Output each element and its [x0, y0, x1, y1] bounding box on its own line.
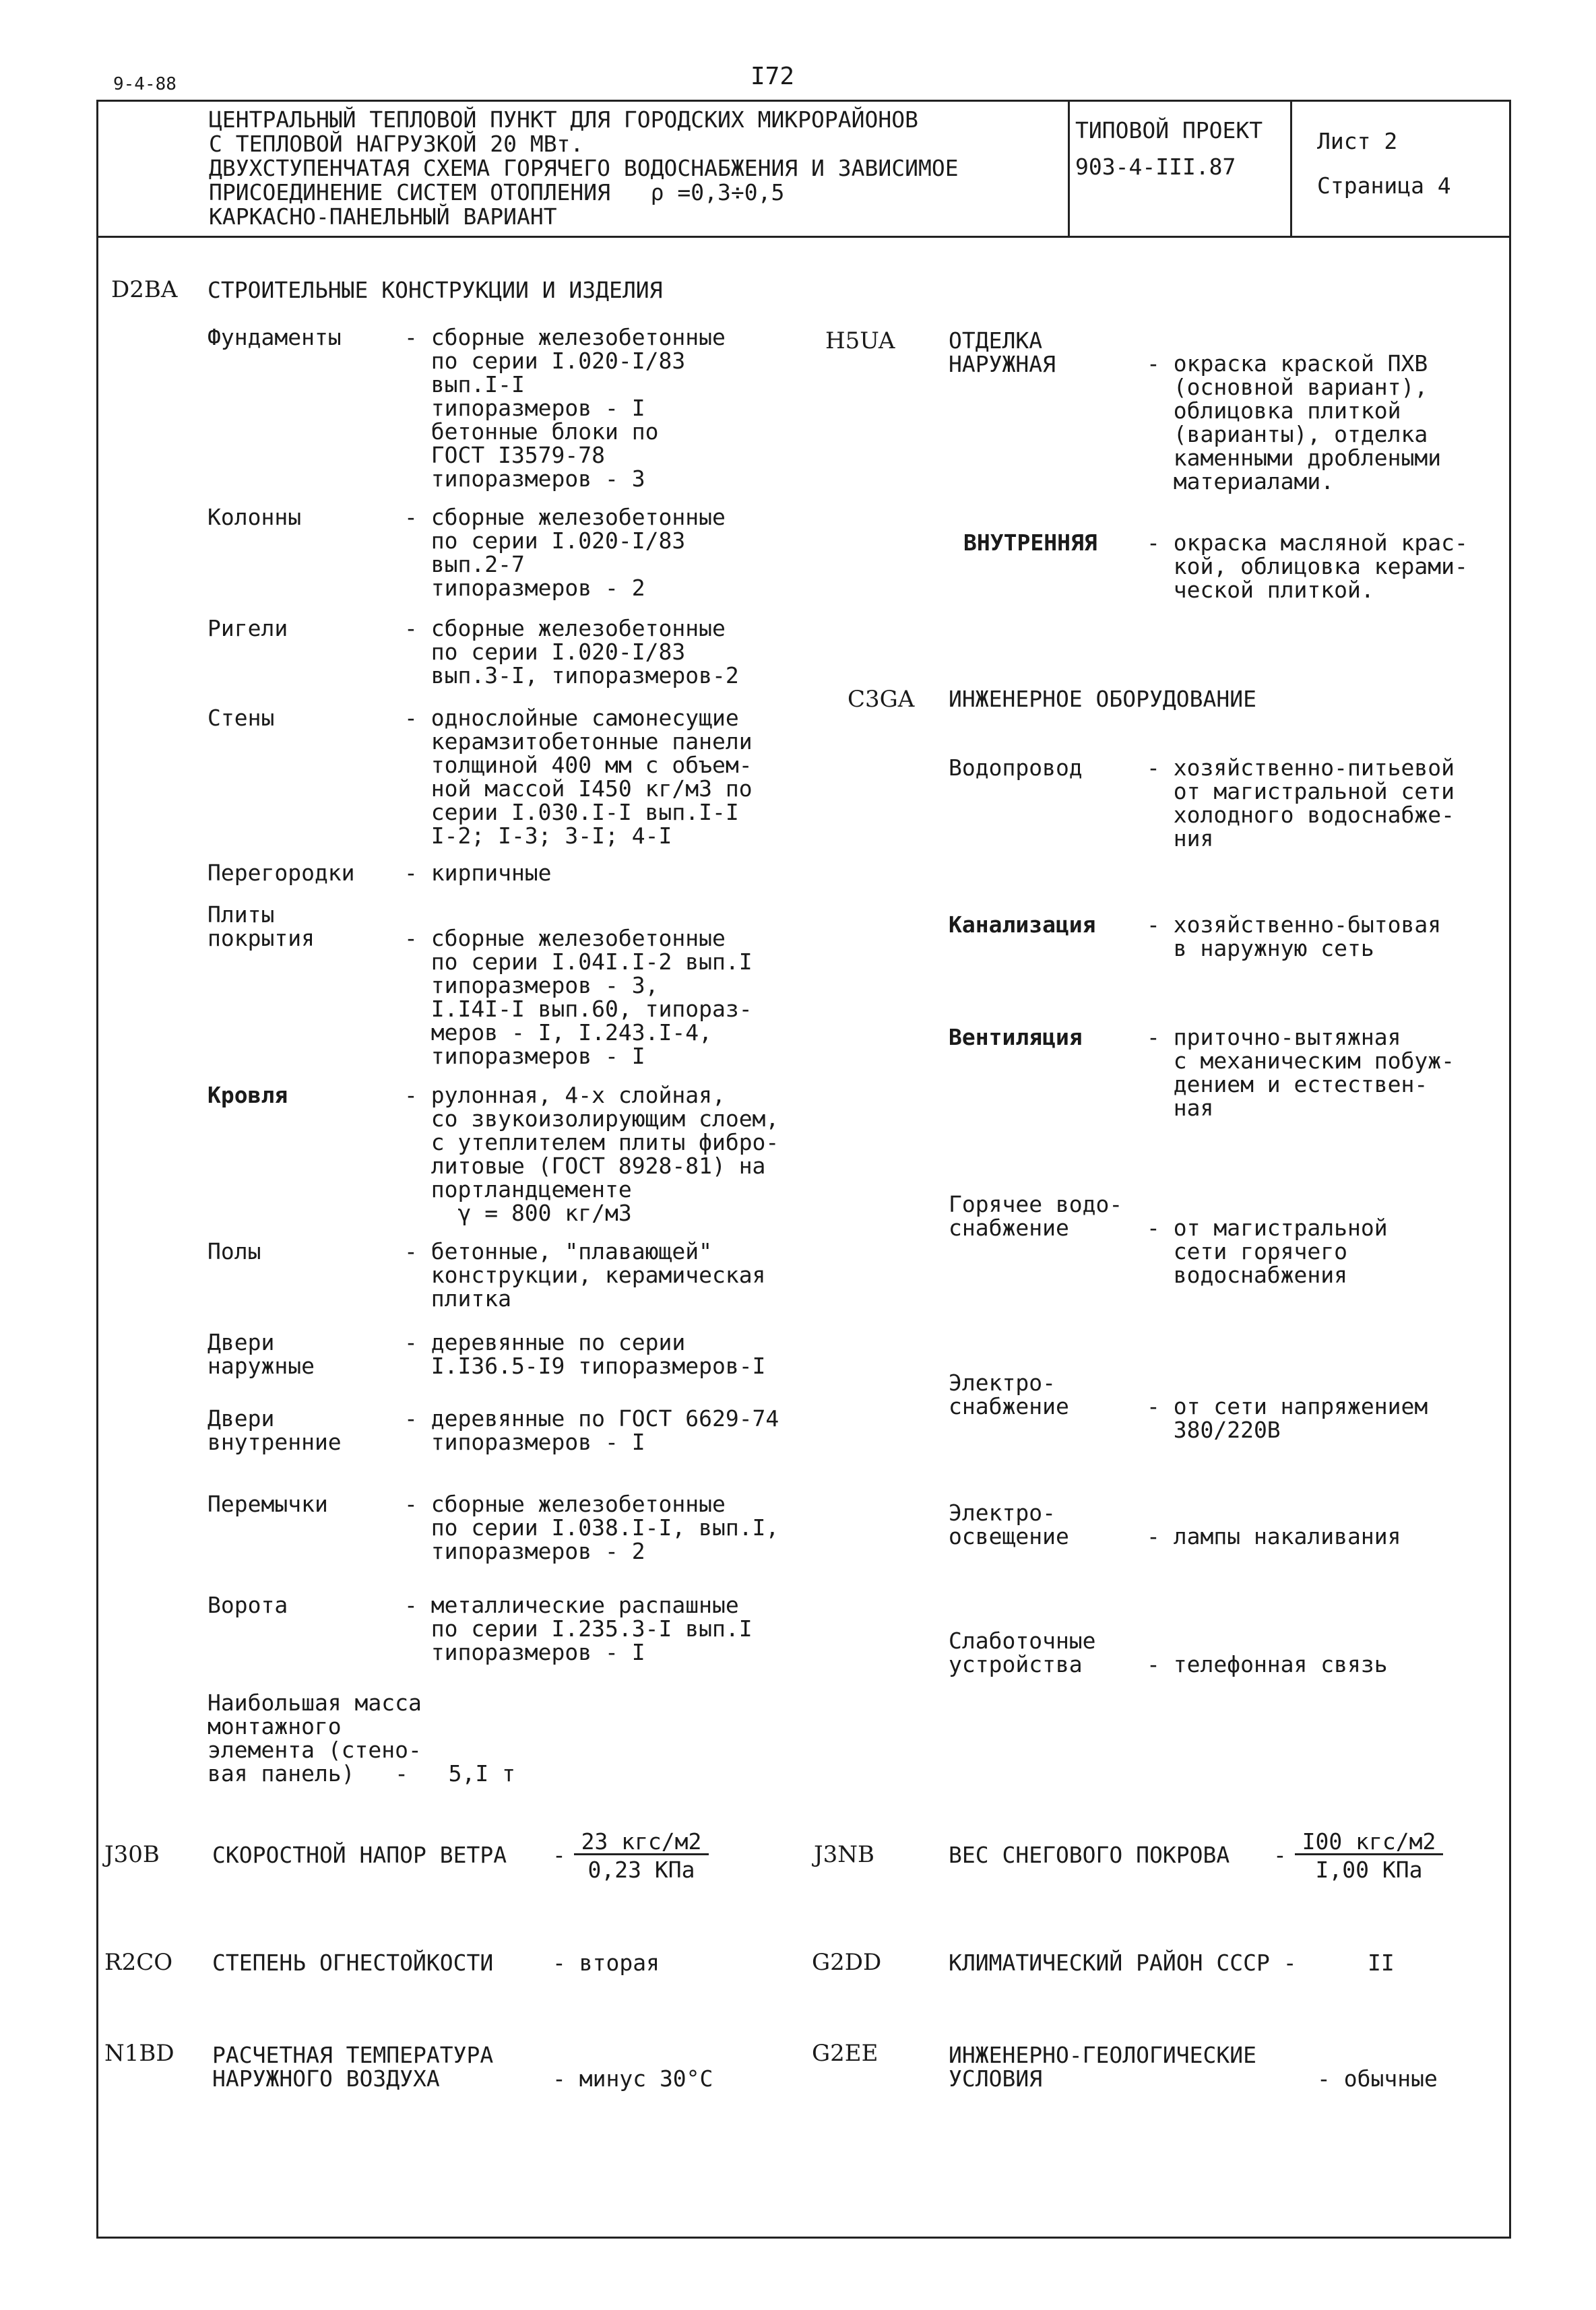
- finishing-internal-value: - окраска масляной крас- кой, облицовка керами- ческой плиткой.: [1147, 530, 1468, 603]
- item-value-gates: - металлические распашные по серии I.235.3-I вып.I типоразмеров - I: [404, 1592, 753, 1665]
- stamp-date: 9-4-88: [113, 74, 177, 94]
- item-label-girders: Ригели: [208, 615, 288, 641]
- eng-label-ventilation: Вентиляция: [949, 1024, 1083, 1050]
- item-label-walls: Стены: [208, 705, 275, 731]
- item-label-foundations: Фундаменты: [208, 324, 342, 350]
- eng-value-water: - хозяйственно-питьевой от магистральной сети холодного водоснабже- ния: [1147, 755, 1455, 852]
- eng-value-low-current: - телефонная связь: [1147, 1651, 1388, 1677]
- project-label: ТИПОВОЙ ПРОЕКТ: [1075, 117, 1263, 143]
- eng-label-lighting: Электро- освещение: [949, 1500, 1069, 1549]
- wind-pressure-kgf: 23 кгс/м2: [574, 1830, 709, 1855]
- param-code-n1bd: N1BD: [104, 2040, 174, 2067]
- snow-load-kgf: I00 кгс/м2: [1295, 1830, 1443, 1855]
- page-label: Страница 4: [1317, 172, 1451, 199]
- item-value-roofing: - рулонная, 4-х слойная, со звукоизолирующим слоем, с утеплителем плиты фибро- литовые (ГОСТ 8928-81) на портландцементе γ = 800 кг/м3: [404, 1082, 779, 1226]
- finishing-external-label: ОТДЕЛКА НАРУЖНАЯ: [949, 327, 1056, 377]
- finishing-internal-label: ВНУТРЕННЯЯ: [963, 530, 1097, 556]
- item-value-ext-doors: - деревянные по серии I.I36.5-I9 типоразмеров-I: [404, 1329, 766, 1379]
- design-temp-label: РАСЧЕТНАЯ ТЕМПЕРАТУРА НАРУЖНОГО ВОЗДУХА: [212, 2042, 494, 2092]
- climate-region-label: КЛИМАТИЧЕСКИЙ РАЙОН СССР -: [949, 1950, 1297, 1976]
- snow-load-fraction: [1295, 1830, 1443, 1882]
- item-label-ext-doors: Двери наружные: [208, 1329, 315, 1379]
- fire-resistance-value: - вторая: [552, 1950, 660, 1976]
- item-label-roofing: Кровля: [208, 1082, 288, 1108]
- snow-load-label: ВЕС СНЕГОВОГО ПОКРОВА: [949, 1842, 1230, 1868]
- section-code-d2ba: D2BA: [111, 276, 178, 303]
- eng-label-hot-water: Горячее водо- снабжение: [949, 1191, 1123, 1241]
- item-value-columns: - сборные железобетонные по серии I.020-I/83 вып.2-7 типоразмеров - 2: [404, 504, 726, 601]
- item-value-girders: - сборные железобетонные по серии I.020-I/83 вып.3-I, типоразмеров-2: [404, 615, 739, 688]
- section-title-structures: СТРОИТЕЛЬНЫЕ КОНСТРУКЦИИ И ИЗДЕЛИЯ: [208, 277, 663, 303]
- param-code-j30b: J30B: [104, 1841, 160, 1868]
- item-label-partitions: Перегородки: [208, 860, 355, 886]
- sheet-label: Лист 2: [1317, 128, 1398, 154]
- snow-load-kpa: I,00 КПа: [1315, 1857, 1423, 1883]
- item-label-int-doors: Двери внутренние: [208, 1405, 342, 1455]
- title-block-divider-2: [1290, 100, 1292, 237]
- title-line-3: ДВУХСТУПЕНЧАТАЯ СХЕМА ГОРЯЧЕГО ВОДОСНАБЖЕНИЯ И ЗАВИСИМОЕ: [209, 155, 959, 181]
- title-line-2: С ТЕПЛОВОЙ НАГРУЗКОЙ 20 МВт.: [209, 131, 584, 157]
- wind-pressure-dash: -: [552, 1842, 566, 1868]
- design-temp-value: - минус 30°С: [552, 2065, 713, 2092]
- eng-label-sewer: Канализация: [949, 911, 1096, 938]
- eng-value-hot-water: - от магистральной сети горячего водоснабжения: [1147, 1215, 1388, 1288]
- geology-value: - обычные: [1317, 2065, 1438, 2092]
- title-block-bottom-line: [96, 236, 1511, 238]
- wind-pressure-kpa: 0,23 КПа: [587, 1857, 695, 1883]
- geology-label: ИНЖЕНЕРНО-ГЕОЛОГИЧЕСКИЕ УСЛОВИЯ: [949, 2042, 1256, 2092]
- section-code-c3ga: C3GA: [848, 686, 915, 713]
- item-label-gates: Ворота: [208, 1592, 288, 1618]
- wind-pressure-label: СКОРОСТНОЙ НАПОР ВЕТРА: [212, 1842, 507, 1868]
- param-code-r2co: R2CO: [104, 1949, 173, 1976]
- eng-value-lighting: - лампы накаливания: [1147, 1523, 1401, 1549]
- item-label-lintels: Перемычки: [208, 1491, 328, 1517]
- title-block-divider-1: [1068, 100, 1070, 237]
- param-code-g2dd: G2DD: [812, 1949, 882, 1976]
- item-value-partitions: - кирпичные: [404, 860, 552, 886]
- wind-pressure-fraction: [574, 1830, 709, 1882]
- eng-value-ventilation: - приточно-вытяжная с механическим побуж- дением и естествен- ная: [1147, 1024, 1455, 1121]
- finishing-external-value: - окраска краской ПХВ (основной вариант), облицовка плиткой (варианты), отделка каменными дроблеными материалами.: [1147, 350, 1442, 494]
- snow-load-dash: -: [1273, 1842, 1287, 1868]
- item-value-lintels: - сборные железобетонные по серии I.038.I-I, вып.I, типоразмеров - 2: [404, 1491, 779, 1564]
- eng-label-power: Электро- снабжение: [949, 1370, 1069, 1419]
- item-label-floors: Полы: [208, 1238, 261, 1264]
- title-line-5: КАРКАСНО-ПАНЕЛЬНЫЙ ВАРИАНТ: [209, 203, 557, 230]
- eng-label-low-current: Слаботочные устройства: [949, 1628, 1096, 1677]
- param-code-j3nb: J3NB: [814, 1841, 874, 1868]
- param-code-g2ee: G2EE: [812, 2040, 879, 2067]
- item-value-roof-slabs: - сборные железобетонные по серии I.04I.I-2 вып.I типоразмеров - 3, I.I4I-I вып.60, типораз- меров - I, I.243.I-4, типоразмеров - I: [404, 925, 753, 1069]
- item-value-walls: - однослойные самонесущие керамзитобетонные панели толщиной 400 мм с объем- ной массой I450 кг/м3 по серии I.030.I-I вып.I-I I-2; I-3; 3-I; 4-I: [404, 705, 753, 849]
- eng-value-power: - от сети напряжением 380/220В: [1147, 1393, 1428, 1443]
- title-line-4: ПРИСОЕДИНЕНИЕ СИСТЕМ ОТОПЛЕНИЯ ρ =0,3÷0,5: [209, 179, 785, 205]
- title-line-1: ЦЕНТРАЛЬНЫЙ ТЕПЛОВОЙ ПУНКТ ДЛЯ ГОРОДСКИХ МИКРОРАЙОНОВ: [209, 106, 918, 133]
- climate-region-value: II: [1368, 1950, 1395, 1976]
- item-label-roof-slabs: Плиты покрытия: [208, 901, 315, 951]
- project-number: 903-4-III.87: [1075, 154, 1236, 180]
- eng-label-water: Водопровод: [949, 755, 1083, 781]
- item-value-floors: - бетонные, "плавающей" конструкции, керамическая плитка: [404, 1238, 766, 1312]
- item-value-int-doors: - деревянные по ГОСТ 6629-74 типоразмеров - I: [404, 1405, 779, 1455]
- item-label-columns: Колонны: [208, 504, 302, 530]
- max-mass-note: Наибольшая масса монтажного элемента (стено- вая панель) - 5,I т: [208, 1690, 515, 1787]
- section-title-engineering: ИНЖЕНЕРНОЕ ОБОРУДОВАНИЕ: [949, 686, 1256, 712]
- fire-resistance-label: СТЕПЕНЬ ОГНЕСТОЙКОСТИ: [212, 1950, 494, 1976]
- item-value-foundations: - сборные железобетонные по серии I.020-I/83 вып.I-I типоразмеров - I бетонные блоки по ГОСТ I3579-78 типоразмеров - 3: [404, 324, 726, 492]
- section-code-h5ua: H5UA: [825, 327, 895, 354]
- page-number: I72: [751, 63, 795, 90]
- eng-value-sewer: - хозяйственно-бытовая в наружную сеть: [1147, 911, 1442, 961]
